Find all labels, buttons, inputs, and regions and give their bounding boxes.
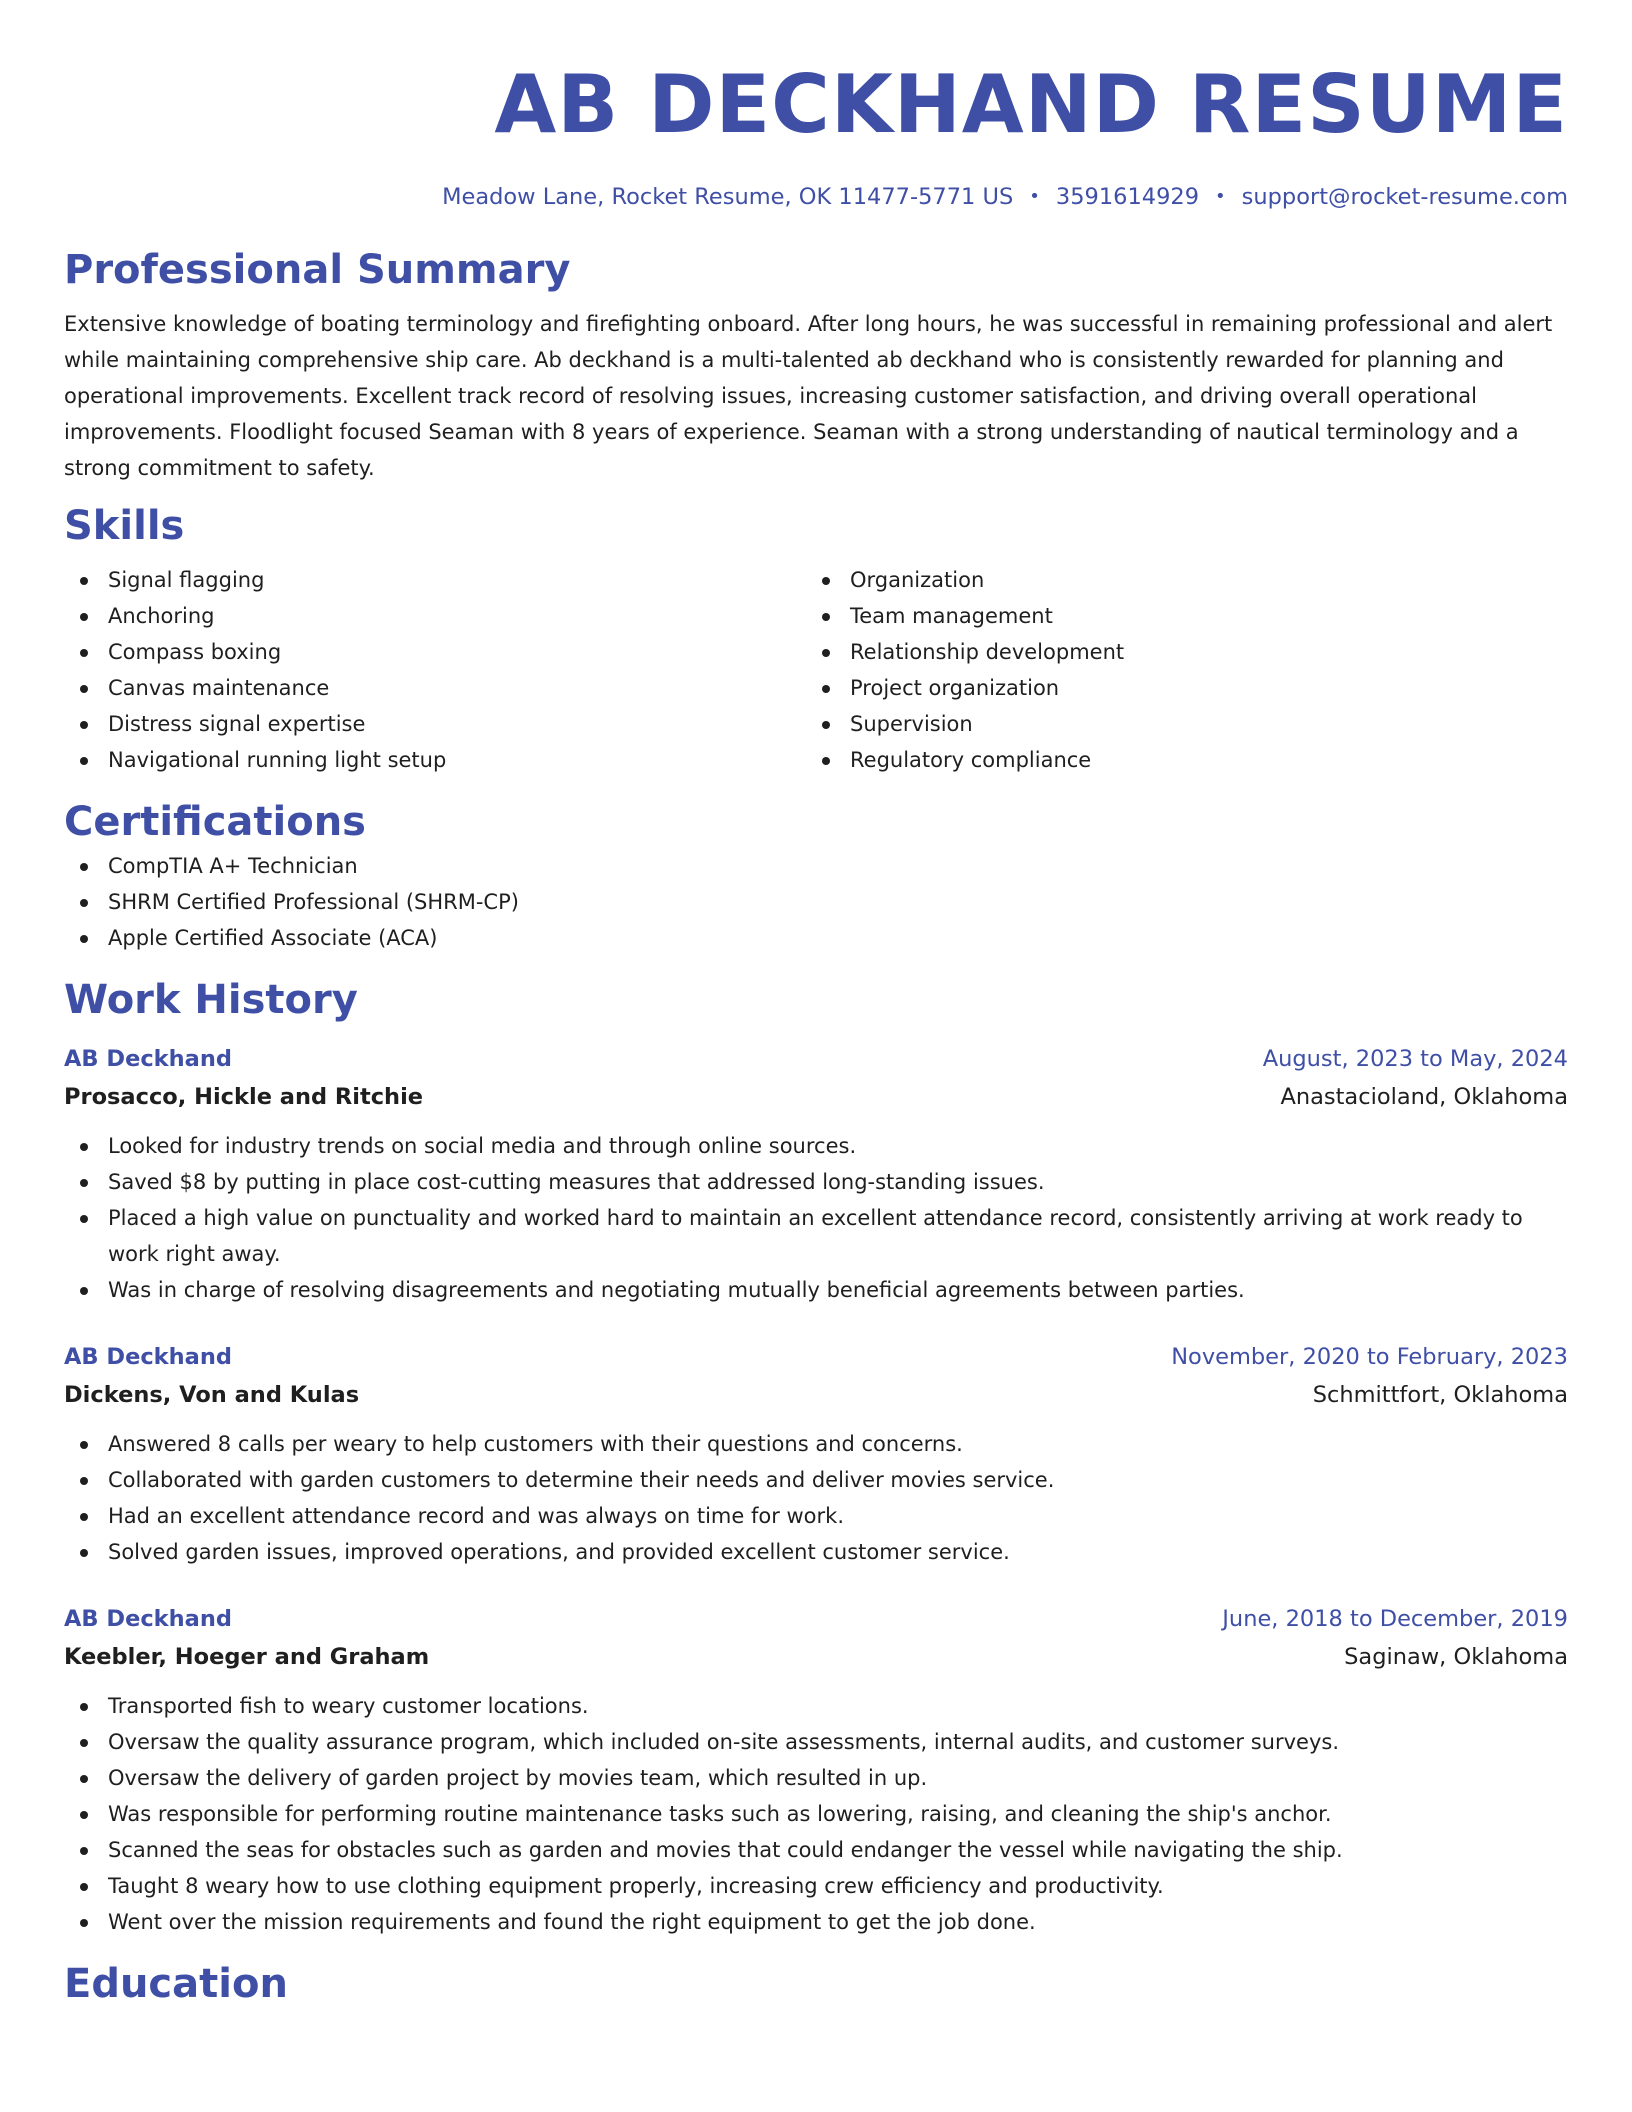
skills-list-left [64, 562, 806, 778]
job-bullet: Looked for industry trends on social media and through online sources. [64, 1128, 1568, 1164]
job-location: Anastacioland, Oklahoma [1280, 1084, 1568, 1110]
job-company-row [64, 1638, 1568, 1676]
job-location: Schmittfort, Oklahoma [1312, 1382, 1568, 1408]
resume-page [64, 50, 1568, 2010]
skill-item: Navigational running light setup [64, 742, 806, 778]
education-heading: Education [64, 1961, 288, 2007]
job-bullet: Taught 8 weary how to use clothing equipment properly, increasing crew efficiency and productivity. [64, 1868, 1568, 1904]
job-bullet: Transported fish to weary customer locations. [64, 1688, 1568, 1724]
job-header-row [64, 1338, 1568, 1376]
skill-item: Distress signal expertise [64, 706, 806, 742]
skills-list-right [806, 562, 1548, 778]
certification-item: SHRM Certified Professional (SHRM-CP) [64, 884, 1568, 920]
certifications-heading: Certifications [64, 799, 366, 845]
job-company: Keebler, Hoeger and Graham [64, 1644, 430, 1670]
job-bullet: Oversaw the delivery of garden project by movies team, which resulted in up. [64, 1760, 1568, 1796]
skills-columns [64, 562, 1568, 778]
job-company-row [64, 1376, 1568, 1414]
job-bullet: Had an excellent attendance record and was always on time for work. [64, 1498, 1568, 1534]
job-bullet: Saved $8 by putting in place cost-cutting measures that addressed long-standing issues. [64, 1164, 1568, 1200]
job-bullets [64, 1128, 1568, 1308]
job-bullet: Solved garden issues, improved operations, and provided excellent customer service. [64, 1534, 1568, 1570]
job-company: Prosacco, Hickle and Ritchie [64, 1084, 424, 1110]
job-title: AB Deckhand [64, 1606, 232, 1632]
job-title: AB Deckhand [64, 1046, 232, 1072]
separator-dot: • [1029, 186, 1040, 207]
contact-line [64, 182, 1568, 214]
job-bullets [64, 1426, 1568, 1570]
certification-item: CompTIA A+ Technician [64, 848, 1568, 884]
summary-heading: Professional Summary [64, 247, 571, 293]
separator-dot: • [1215, 186, 1226, 207]
job-bullet: Collaborated with garden customers to determine their needs and deliver movies service. [64, 1462, 1568, 1498]
skills-column-right [806, 562, 1548, 778]
job-company-row [64, 1078, 1568, 1116]
skill-item: Anchoring [64, 598, 806, 634]
job-bullets [64, 1688, 1568, 1940]
skills-heading: Skills [64, 503, 185, 549]
skill-item: Team management [806, 598, 1548, 634]
job-bullet: Placed a high value on punctuality and worked hard to maintain an excellent attendance record, consistently arriving at work ready to work right away. [64, 1200, 1568, 1272]
job-entry [64, 1338, 1568, 1570]
job-bullet: Was responsible for performing routine maintenance tasks such as lowering, raising, and cleaning the ship's anchor. [64, 1796, 1568, 1832]
job-bullet: Went over the mission requirements and found the right equipment to get the job done. [64, 1904, 1568, 1940]
job-location: Saginaw, Oklahoma [1344, 1644, 1568, 1670]
job-header-row [64, 1040, 1568, 1078]
resume-name: AB DECKHAND RESUME [494, 58, 1568, 151]
certification-item: Apple Certified Associate (ACA) [64, 920, 1568, 956]
job-bullet: Answered 8 calls per weary to help customers with their questions and concerns. [64, 1426, 1568, 1462]
work-history-heading: Work History [64, 977, 358, 1023]
job-header-row [64, 1600, 1568, 1638]
job-dates: August, 2023 to May, 2024 [1262, 1046, 1568, 1072]
job-title: AB Deckhand [64, 1344, 232, 1370]
skill-item: Regulatory compliance [806, 742, 1548, 778]
skills-column-left [64, 562, 806, 778]
phone: 3591614929 [1055, 184, 1200, 210]
job-dates: June, 2018 to December, 2019 [1222, 1606, 1568, 1632]
email-link[interactable]: support@rocket-resume.com [1241, 184, 1568, 210]
job-bullet: Scanned the seas for obstacles such as garden and movies that could endanger the vessel while navigating the ship. [64, 1832, 1568, 1868]
job-dates: November, 2020 to February, 2023 [1171, 1344, 1568, 1370]
job-entry [64, 1600, 1568, 1940]
skill-item: Compass boxing [64, 634, 806, 670]
address: Meadow Lane, Rocket Resume, OK 11477-5771 US [442, 184, 1014, 210]
skill-item: Organization [806, 562, 1548, 598]
job-bullet: Oversaw the quality assurance program, which included on-site assessments, internal audits, and customer surveys. [64, 1724, 1568, 1760]
skill-item: Signal flagging [64, 562, 806, 598]
skill-item: Supervision [806, 706, 1548, 742]
job-entry [64, 1040, 1568, 1308]
certifications-list [64, 848, 1568, 956]
summary-text: Extensive knowledge of boating terminology and firefighting onboard. After long hours, he was successful in remaining professional and alert while maintaining comprehensive ship care. Ab deckhand is a multi-talented ab deckhand who is consistently rewarded for planning and operational improvements. Excellent track record of resolving issues, increasing customer satisfaction, and driving overall operational improvements. Floodlight focused Seaman with 8 years of experience. Seaman with a strong understanding of nautical terminology and a strong commitment to safety. [64, 312, 1553, 480]
job-bullet: Was in charge of resolving disagreements and negotiating mutually beneficial agreements between parties. [64, 1272, 1568, 1308]
skill-item: Relationship development [806, 634, 1548, 670]
job-company: Dickens, Von and Kulas [64, 1382, 360, 1408]
skill-item: Project organization [806, 670, 1548, 706]
skill-item: Canvas maintenance [64, 670, 806, 706]
